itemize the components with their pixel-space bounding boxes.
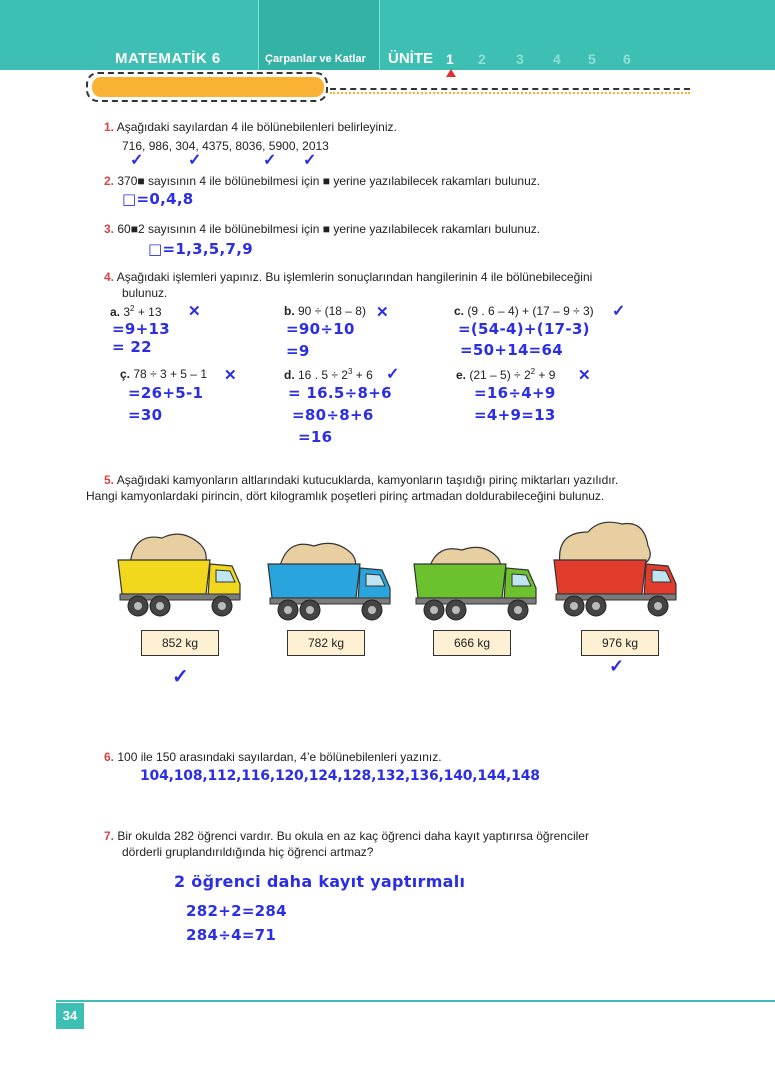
q7-answer-line1: 2 öğrenci daha kayıt yaptırmalı (174, 872, 466, 891)
cross-mark-icon: ✕ (224, 367, 237, 384)
section-divider (330, 88, 690, 90)
item-label: ç. (120, 367, 131, 381)
q6-answer: 104,108,112,116,120,124,128,132,136,140,144,148 (140, 768, 540, 784)
q4-item-c: c. (9 . 6 – 4) + (17 – 9 ÷ 3) (454, 304, 594, 318)
blank-square-icon: ■ (322, 222, 330, 236)
page-number: 34 (56, 1003, 84, 1029)
check-mark-icon: ✓ (130, 152, 144, 169)
footer-line (56, 1000, 775, 1002)
truck-illustration (408, 530, 538, 628)
unit-number-1[interactable]: 1 (446, 51, 454, 67)
truck-weight-box: 666 kg (433, 630, 511, 656)
chapter-title: Çarpanlar ve Katlar (265, 53, 366, 65)
question-text: 100 ile 150 arasındaki sayılardan, 4’e bölünebilenleri yazınız. (117, 750, 442, 764)
check-mark-icon: ✓ (612, 303, 626, 320)
question-text-b: sayısının 4 ile bölünebilmesi için (144, 174, 323, 188)
truck-weight-box: 976 kg (581, 630, 659, 656)
question-6 (104, 749, 442, 765)
question-number: 2. (104, 174, 115, 188)
unit-number-3[interactable]: 3 (516, 51, 524, 67)
q4b-work-2: =9 (286, 342, 310, 360)
check-mark-icon: ✓ (386, 366, 400, 383)
question-number: 5. (104, 473, 115, 487)
check-mark-icon: ✓ (172, 666, 189, 688)
unit-number-5[interactable]: 5 (588, 51, 596, 67)
active-unit-marker-icon (446, 69, 456, 77)
question-text-line2: dörderli gruplandırıldığında hiç öğrenci artmaz? (122, 845, 374, 859)
question-text-a: 60 (117, 222, 131, 236)
question-text: Aşağıdaki sayılardan 4 ile bölünebilenleri belirleyiniz. (116, 120, 397, 134)
q7-answer-line2: 282+2=284 (186, 902, 287, 920)
question-text-a: 370 (117, 174, 138, 188)
q4a-work-2: = 22 (112, 338, 152, 356)
question-number: 1. (104, 120, 115, 134)
q4e-work-1: =16÷4+9 (474, 384, 556, 402)
unit-label: ÜNİTE (388, 50, 433, 67)
q7-answer-line3: 284÷4=71 (186, 926, 277, 944)
check-mark-icon: ✓ (188, 152, 202, 169)
truck-yellow (112, 524, 242, 622)
question-text-line1: Bir okulda 282 öğrenci vardır. Bu okula en az kaç öğrenci daha kayıt yaptırırsa öğrenciler (117, 829, 589, 843)
book-title: MATEMATİK 6 (115, 50, 221, 67)
q4d-work-1: = 16.5÷8+6 (288, 384, 392, 402)
cross-mark-icon: ✕ (376, 304, 389, 321)
truck-red (548, 518, 678, 616)
truck-weight-box: 782 kg (287, 630, 365, 656)
cross-mark-icon: ✕ (188, 303, 201, 320)
q1-number-list: 716, 986, 304, 4375, 8036, 5900, 2013 (122, 139, 329, 153)
question-number: 7. (104, 829, 115, 843)
q4-item-d: d. 16 . $5 \div 2^3 + 6$ (284, 367, 373, 382)
question-7 (104, 828, 589, 844)
item-label: c. (454, 304, 465, 318)
item-label: b. (284, 304, 295, 318)
question-2 (104, 173, 540, 189)
section-divider-dots (330, 92, 690, 94)
question-text-line1: Aşağıdaki işlemleri yapınız. Bu işlemlerin sonuçlarından hangilerinin 4 ile bölünebileceğini (116, 270, 593, 284)
q4cc-work-1: =26+5-1 (128, 384, 204, 402)
q4-item-e: e. $(21 - 5) \div 2^2 + 9$ (456, 367, 556, 382)
unit-number-6[interactable]: 6 (623, 51, 631, 67)
blank-square-icon: ■ (137, 174, 145, 188)
q4c-work-2: =50+14=64 (460, 341, 564, 359)
question-text-c: yerine yazılabilecek rakamları bulunuz. (329, 174, 541, 188)
item-label: d. (284, 368, 295, 382)
q4d-work-3: =16 (298, 428, 333, 446)
check-mark-icon: ✓ (263, 152, 277, 169)
truck-blue (262, 530, 392, 628)
truck-illustration (548, 518, 678, 622)
question-text-line2: bulunuz. (122, 286, 168, 300)
q4cc-work-2: =30 (128, 406, 163, 424)
q4e-work-2: =4+9=13 (474, 406, 556, 424)
truck-illustration (262, 530, 392, 628)
item-label: a. (110, 305, 121, 319)
question-4 (104, 269, 592, 285)
check-mark-icon: ✓ (303, 152, 317, 169)
q4-item-a: a. $3^2 + 13$ (110, 304, 162, 319)
cross-mark-icon: ✕ (578, 367, 591, 384)
question-text-b: 2 sayısının 4 ile bölünebilmesi için (137, 222, 323, 236)
question-number: 3. (104, 222, 115, 236)
unit-number-2[interactable]: 2 (478, 51, 486, 67)
unit-number-4[interactable]: 4 (553, 51, 561, 67)
question-text-c: yerine yazılabilecek rakamları bulunuz. (329, 222, 541, 236)
q3-answer: □=1,3,5,7,9 (148, 240, 254, 258)
question-text-line1: Aşağıdaki kamyonların altlarındaki kutucuklarda, kamyonların taşıdığı pirinç miktarları yazılıdır. (116, 473, 619, 487)
q4-item-cc: ç. 78 ÷ 3 + 5 – 1 (120, 367, 207, 381)
blank-square-icon: ■ (322, 174, 330, 188)
check-mark-icon: ✓ (609, 656, 625, 676)
question-3 (104, 221, 540, 237)
blank-square-icon: ■ (130, 222, 138, 236)
question-text-line2: Hangi kamyonlardaki pirincin, dört kilogramlık poşetleri pirinç artmadan doldurabileceğini bulunuz. (86, 489, 605, 503)
q4a-work-1: =9+13 (112, 320, 170, 338)
truck-weight-box: 852 kg (141, 630, 219, 656)
question-1 (104, 119, 397, 135)
question-number: 4. (104, 270, 115, 284)
q4b-work-1: =90÷10 (286, 320, 355, 338)
question-number: 6. (104, 750, 115, 764)
q4c-work-1: =(54-4)+(17-3) (458, 320, 590, 338)
item-label: e. (456, 368, 467, 382)
question-5 (104, 472, 618, 488)
section-banner (92, 77, 324, 97)
q2-answer: □=0,4,8 (122, 190, 194, 208)
q4-item-b: b. 90 ÷ (18 – 8) (284, 304, 366, 318)
q4d-work-2: =80÷8+6 (292, 406, 374, 424)
truck-illustration (112, 524, 242, 622)
truck-green (408, 530, 538, 628)
